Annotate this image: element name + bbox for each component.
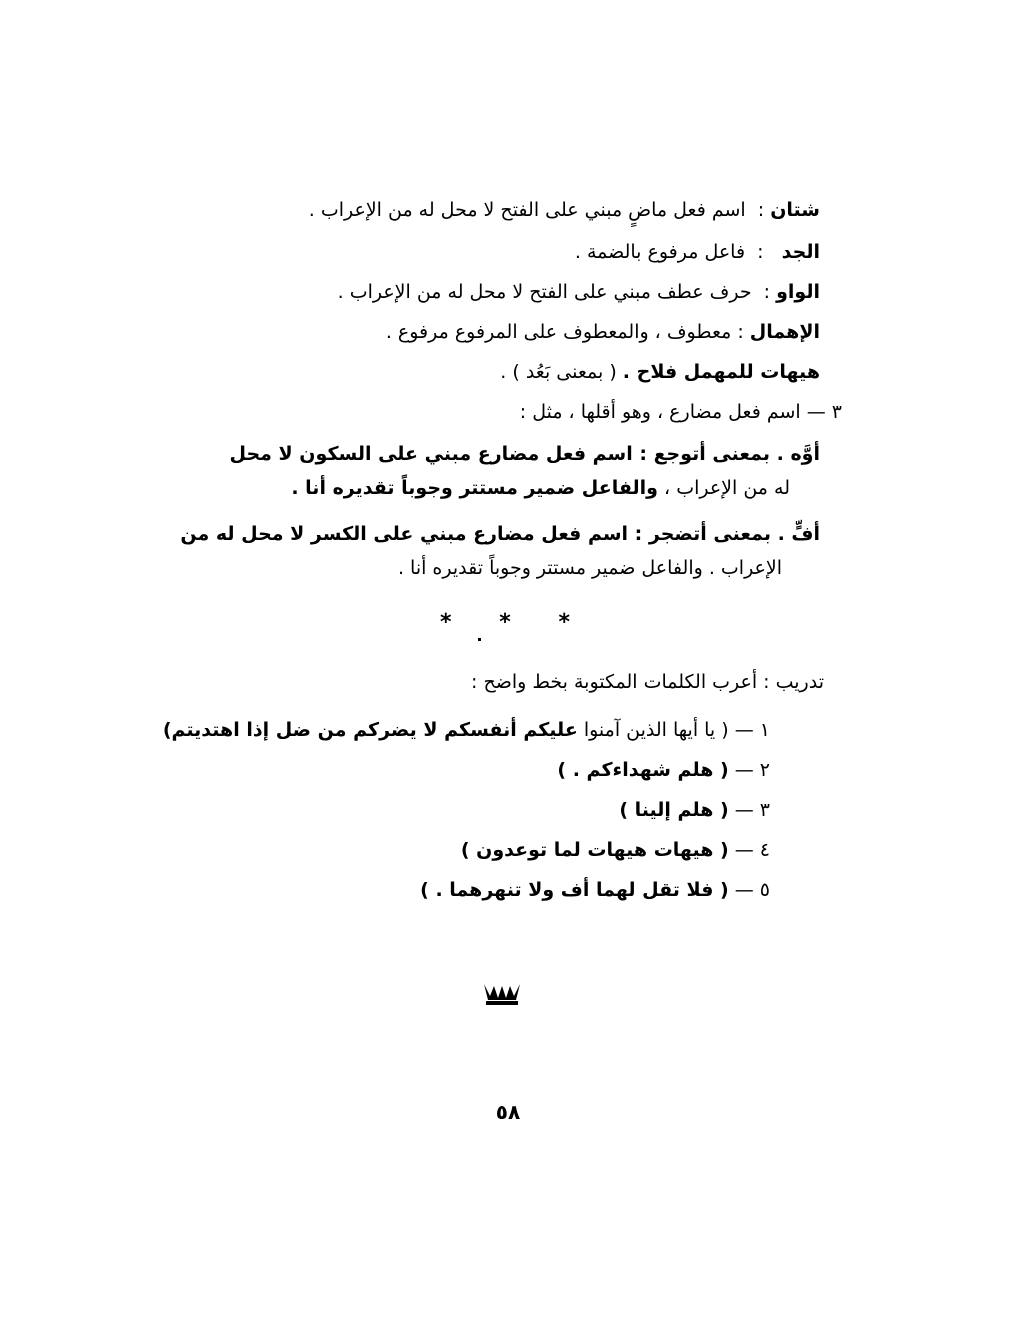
exercise-item — [619, 796, 770, 824]
example-text-bold: والفاعل ضمير مستتر وجوباً تقديره أنا . — [291, 477, 658, 499]
entry-line — [500, 358, 820, 386]
example-text: الإعراب . والفاعل ضمير مستتر وجوباً تقديره أنا . — [397, 557, 782, 579]
entry-term: الإهمال — [749, 321, 820, 343]
example-line: أوَّه . بمعنى أتوجع : اسم فعل مضارع مبني على السكون لا محل — [229, 443, 820, 465]
section-separator — [440, 610, 570, 635]
star-icon: * — [440, 610, 452, 635]
entry-text: ( بمعنى بَعُد ) . — [500, 361, 617, 383]
page-number: ٥٨ — [495, 1100, 521, 1124]
entry-separator: : — [751, 241, 770, 263]
entry-term: الواو — [776, 281, 820, 303]
entry-separator: : — [757, 281, 777, 303]
example-line — [291, 474, 790, 502]
exercise-item-text-bold: ( هلم إلينا ) — [619, 799, 729, 821]
exercise-item-number: ٢ — — [734, 759, 770, 781]
star-icon: * — [558, 610, 570, 635]
entry-separator: : — [731, 321, 750, 343]
example-line: أفٍّ . بمعنى أتضجر : اسم فعل مضارع مبني على الكسر لا محل له من — [180, 523, 820, 545]
exercise-item-text-bold: عليكم أنفسكم لا يضركم من ضل إذا اهتديتم) — [162, 719, 578, 741]
exercise-item-text-bold: ( هيهات هيهات لما توعدون ) — [460, 839, 729, 861]
entry-line — [386, 318, 820, 346]
exercise-item-text-bold: ( فلا تقل لهما أف ولا تنهرهما . ) — [420, 879, 729, 901]
publisher-logo-icon — [482, 982, 522, 1008]
exercise-item — [557, 756, 770, 784]
exercise-item-number: ٤ — — [734, 839, 770, 861]
exercise-item-text-bold: ( هلم شهداءكم . ) — [557, 759, 729, 781]
decorative-dot — [478, 638, 481, 641]
example-text: له من الإعراب ، — [657, 477, 790, 499]
entry-text: اسم فعل ماضٍ مبني على الفتح لا محل له من الإعراب . — [308, 199, 746, 221]
exercise-item-number: ٣ — — [734, 799, 770, 821]
exercise-item — [461, 836, 770, 864]
entry-term: شتان — [770, 199, 820, 221]
entry-line — [309, 196, 820, 224]
entry-text: معطوف ، والمعطوف على المرفوع مرفوع . — [385, 321, 732, 343]
exercise-item — [420, 876, 770, 904]
star-icon: * — [499, 610, 511, 635]
entry-text: فاعل مرفوع بالضمة . — [574, 241, 746, 263]
entry-term: الجد — [781, 241, 820, 263]
exercise-item-number: ١ — — [734, 719, 770, 741]
entry-separator: : — [751, 199, 771, 221]
exercise-item-number: ٥ — — [734, 879, 770, 901]
exercise-item — [163, 716, 770, 744]
entry-line — [575, 238, 820, 266]
example-line — [398, 554, 782, 582]
exercise-item-text: ( يا أيها الذين آمنوا — [577, 719, 729, 741]
entry-term: هيهات للمهمل فلاح . — [622, 361, 820, 383]
exercise-title: تدريب : أعرب الكلمات المكتوبة بخط واضح : — [471, 671, 824, 693]
entry-text: حرف عطف مبني على الفتح لا محل له من الإعراب . — [337, 281, 752, 303]
section-heading: ٣ — اسم فعل مضارع ، وهو أقلها ، مثل : — [519, 401, 842, 423]
entry-line — [338, 278, 820, 306]
